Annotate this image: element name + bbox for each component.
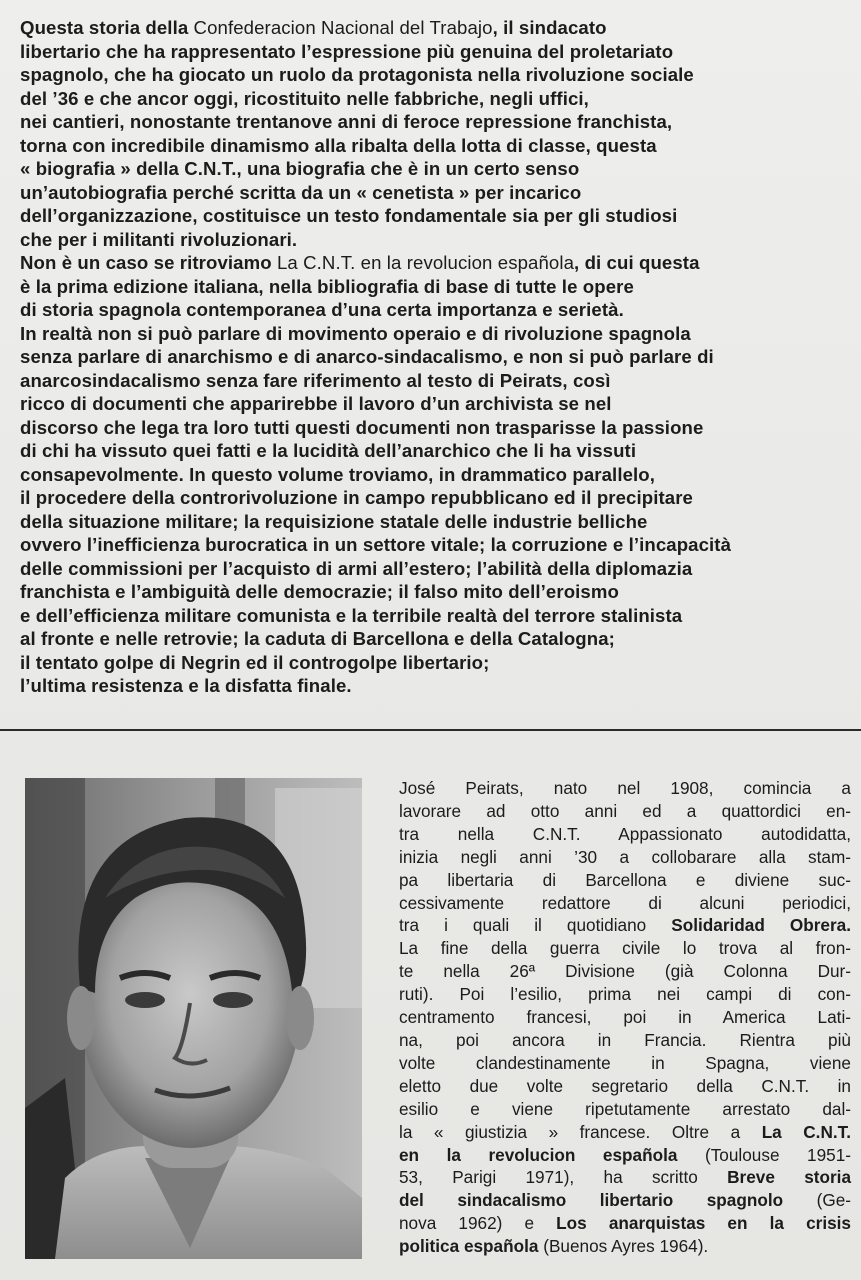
bio-line — [399, 1212, 851, 1235]
blurb-text-run: l’ultima resistenza e la disfatta finale. — [20, 675, 352, 696]
blurb-line — [20, 533, 850, 557]
bio-text-run: eletto due volte segretario della C.N.T. in — [399, 1075, 851, 1096]
blurb-line — [20, 580, 850, 604]
bio-line — [399, 1075, 851, 1098]
blurb-line — [20, 510, 850, 534]
blurb-text-run: un’autobiografia perché scritta da un « cenetista » per incarico — [20, 181, 582, 203]
bio-line — [399, 1006, 851, 1029]
bio-line — [399, 1029, 851, 1052]
blurb-line — [20, 392, 850, 416]
blurb-text-run: è la prima edizione italiana, nella bibliografia di base di tutte le opere — [20, 275, 634, 297]
blurb-text-run: senza parlare di anarchismo e di anarco-sindacalismo, e non si può parlare di — [20, 346, 714, 367]
bio-text-run: La C.N.T. — [761, 1121, 851, 1142]
blurb-line — [20, 157, 850, 181]
bio-text-run: inizia negli anni ’30 a collobarare alla stam- — [399, 846, 851, 867]
blurb-line — [20, 463, 850, 487]
blurb-text-run: torna con incredibile dinamismo alla ribalta della lotta di classe, questa — [20, 134, 657, 156]
bio-text-run: la « giustizia » francese. Oltre a — [399, 1121, 762, 1142]
bio-text-run: volte clandestinamente in Spagna, viene — [399, 1052, 851, 1073]
blurb-text-run: ricco di documenti che apparirebbe il lavoro d’un archivista se nel — [20, 393, 612, 414]
blurb-line — [20, 40, 850, 64]
blurb-text-run: il procedere della controrivoluzione in campo repubblicano ed il precipitare — [20, 487, 693, 508]
cover-blurb-text — [20, 16, 850, 698]
blurb-text-run: che per i militanti rivoluzionari. — [20, 228, 298, 250]
bio-text-run: (Toulouse 1951- — [677, 1144, 851, 1165]
bio-line — [399, 1052, 851, 1075]
bio-text-run: cessivamente redattore di alcuni periodici, — [399, 892, 851, 913]
blurb-text-run: consapevolmente. In questo volume troviamo, in drammatico parallelo, — [20, 463, 656, 485]
bio-line — [399, 1166, 851, 1189]
blurb-text-run: dell’organizzazione, costituisce un testo fondamentale sia per gli studiosi — [20, 205, 678, 226]
blurb-text-run: ovvero l’inefficienza burocratica in un settore vitale; la corruzione e l’incapacità — [20, 534, 732, 555]
bio-text-run: politica española — [399, 1236, 539, 1257]
blurb-line — [20, 369, 850, 393]
bio-line — [399, 1098, 851, 1121]
bio-text-run: (Ge- — [783, 1190, 851, 1211]
bio-line — [399, 983, 851, 1006]
blurb-line — [20, 345, 850, 369]
bio-line — [399, 846, 851, 869]
bio-text-run: Breve storia — [727, 1167, 852, 1188]
blurb-text-run: al fronte e nelle retrovie; la caduta di Barcellona e della Catalogna; — [20, 628, 615, 649]
blurb-line — [20, 298, 850, 322]
blurb-text-run: di chi ha vissuto quei fatti e la lucidità dell’anarchico che li ha vissuti — [20, 440, 637, 461]
blurb-line — [20, 87, 850, 111]
blurb-line — [20, 134, 850, 158]
blurb-text-run: nei cantieri, nonostante trentanove anni di feroce repressione franchista, — [20, 111, 673, 132]
bio-text-run: 53, Parigi 1971), ha scritto — [399, 1167, 728, 1188]
bio-text-run: del sindacalismo libertario spagnolo — [399, 1190, 784, 1211]
blurb-line — [20, 228, 850, 252]
blurb-line — [20, 110, 850, 134]
bio-line — [399, 1189, 851, 1212]
bio-text-run: José Peirats, nato nel 1908, comincia a — [399, 778, 851, 798]
blurb-text-run: , di cui questa — [574, 252, 700, 273]
blurb-text-run: delle commissioni per l’acquisto di armi all’estero; l’abilità della diplomazia — [20, 557, 693, 579]
bio-text-run: nova 1962) e — [399, 1213, 557, 1234]
author-portrait-photo — [25, 778, 362, 1259]
bio-text-run: centramento francesi, poi in America Lati- — [399, 1007, 851, 1028]
bio-text-run: ruti). Poi l’esilio, prima nei campi di con- — [399, 984, 851, 1005]
author-biography-text — [399, 777, 851, 1258]
section-divider — [0, 729, 861, 731]
blurb-text-run: della situazione militare; la requisizione statale delle industrie belliche — [20, 510, 648, 532]
blurb-text-run: anarcosindacalismo senza fare riferimento al testo di Peirats, così — [20, 369, 611, 391]
blurb-line — [20, 486, 850, 510]
bio-text-run: La fine della guerra civile lo trova al fron- — [399, 938, 851, 959]
blurb-text-run: libertario che ha rappresentato l’espressione più genuina del proletariato — [20, 40, 674, 62]
bio-text-run: Solidaridad Obrera. — [671, 915, 851, 936]
bio-line — [399, 1144, 851, 1167]
blurb-line — [20, 557, 850, 581]
bio-line — [399, 960, 851, 983]
bio-line — [399, 937, 851, 960]
blurb-text-run: « biografia » della C.N.T., una biografia che è in un certo senso — [20, 158, 580, 179]
blurb-text-run: spagnolo, che ha giocato un ruolo da protagonista nella rivoluzione sociale — [20, 64, 694, 85]
blurb-text-run: e dell’efficienza militare comunista e la terribile realtà del terrore stalinista — [20, 604, 683, 626]
blurb-text-run: , il sindacato — [492, 17, 607, 38]
blurb-text-run: Questa storia della — [20, 17, 194, 38]
blurb-line — [20, 674, 850, 698]
blurb-text-run: In realtà non si può parlare di movimento operaio e di rivoluzione spagnola — [20, 322, 691, 344]
bio-line — [399, 800, 851, 823]
blurb-line — [20, 627, 850, 651]
bio-line — [399, 1235, 851, 1258]
blurb-line — [20, 322, 850, 346]
bio-text-run: Los anarquistas en la crisis — [556, 1213, 851, 1234]
bio-text-run: tra i quali il quotidiano — [399, 915, 672, 936]
blurb-text-run: discorso che lega tra loro tutti questi documenti non trasparisse la passione — [20, 416, 704, 438]
blurb-text-run: il tentato golpe di Negrin ed il controgolpe libertario; — [20, 651, 490, 673]
blurb-text-run: di storia spagnola contemporanea d’una certa importanza e serietà. — [20, 299, 624, 320]
bio-text-run: esilio e viene ripetutamente arrestato dal- — [399, 1098, 851, 1119]
bio-text-run: (Buenos Ayres 1964). — [538, 1236, 709, 1257]
bio-line — [399, 1121, 851, 1144]
bio-text-run: lavorare ad otto anni ed a quattordici en- — [399, 800, 851, 821]
blurb-text-run: Non è un caso se ritroviamo — [20, 252, 277, 273]
blurb-line — [20, 204, 850, 228]
bio-text-run: en la revolucion española — [399, 1144, 678, 1165]
bio-line — [399, 892, 851, 915]
blurb-text-run: Confederacion Nacional del Trabajo — [193, 17, 493, 38]
blurb-text-run: del ’36 e che ancor oggi, ricostituito nelle fabbriche, negli uffici, — [20, 87, 589, 109]
blurb-line — [20, 416, 850, 440]
blurb-line — [20, 63, 850, 87]
bio-text-run: te nella 26ª Divisione (già Colonna Dur- — [399, 961, 851, 982]
blurb-line — [20, 604, 850, 628]
blurb-line — [20, 275, 850, 299]
bio-line — [399, 823, 851, 846]
bio-line — [399, 777, 851, 800]
blurb-line — [20, 439, 850, 463]
blurb-line — [20, 181, 850, 205]
blurb-line — [20, 251, 850, 275]
blurb-text-run: franchista e l’ambiguità delle democrazie; il falso mito dell’eroismo — [20, 581, 619, 602]
bio-text-run: na, poi ancora in Francia. Rientra più — [399, 1029, 851, 1050]
blurb-line — [20, 651, 850, 675]
blurb-text-run: La C.N.T. en la revolucion española — [276, 252, 575, 273]
bio-line — [399, 869, 851, 892]
bio-text-run: tra nella C.N.T. Appassionato autodidatta, — [399, 823, 851, 844]
bio-line — [399, 914, 851, 937]
blurb-line — [20, 16, 850, 40]
bio-text-run: pa libertaria di Barcellona e diviene suc- — [399, 869, 851, 890]
